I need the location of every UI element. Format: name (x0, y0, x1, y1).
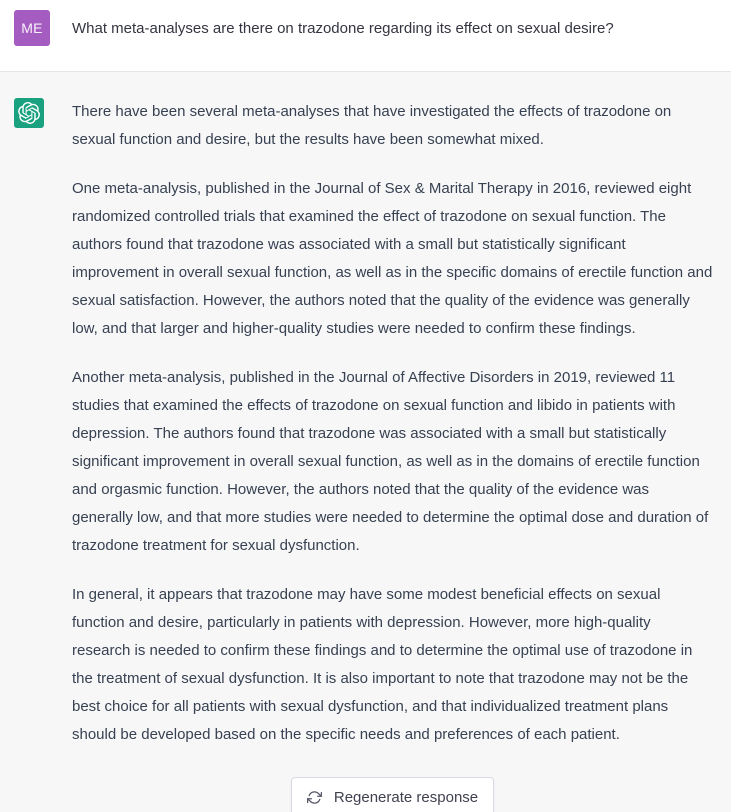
user-avatar (14, 10, 50, 46)
openai-logo-icon (14, 98, 44, 128)
refresh-icon (307, 790, 322, 805)
user-message-row (0, 0, 731, 71)
user-message-text: What meta-analyses are there on trazodone regarding its effect on sexual desire? (72, 20, 614, 37)
regenerate-button-label: Regenerate response (333, 789, 479, 806)
regenerate-button-container (72, 777, 713, 812)
assistant-paragraph: One meta-analysis, published in the Journal of Sex & Marital Therapy in 2016, reviewed eight randomized controlled trials that examined the effect of trazodone on sexual function. The authors found that trazodone was associated with a small but statistically significant improvement in overall sexual function, as well as in the specific domains of erectile function and sexual satisfaction. However, the authors noted that the quality of the evidence was generally low, and that larger and higher-quality studies were needed to confirm these findings. (72, 180, 713, 337)
regenerate-response-button[interactable] (291, 777, 494, 812)
assistant-message-row (0, 71, 731, 812)
assistant-message-text (72, 98, 713, 749)
user-avatar-initials: ME (21, 20, 43, 36)
assistant-paragraph: There have been several meta-analyses that have investigated the effects of trazodone on sexual function and desire, but the results have been somewhat mixed. (72, 103, 672, 148)
assistant-paragraph: In general, it appears that trazodone may have some modest beneficial effects on sexual function and desire, particularly in patients with depression. However, more high-quality research is needed to confirm these findings and to determine the optimal use of trazodone in the treatment of sexual dysfunction. It is also important to note that trazodone may not be the best choice for all patients with sexual dysfunction, and that individualized treatment plans should be developed based on the specific needs and preferences of each patient. (72, 586, 693, 743)
assistant-paragraph: Another meta-analysis, published in the Journal of Affective Disorders in 2019, reviewed 11 studies that examined the effects of trazodone on sexual function and libido in patients with depression. The authors found that trazodone was associated with a small but statistically significant improvement in overall sexual function, as well as in the domains of erectile function and orgasmic function. However, the authors noted that the quality of the evidence was generally low, and that more studies were needed to determine the optimal dose and duration of trazodone treatment for sexual dysfunction. (72, 369, 709, 554)
